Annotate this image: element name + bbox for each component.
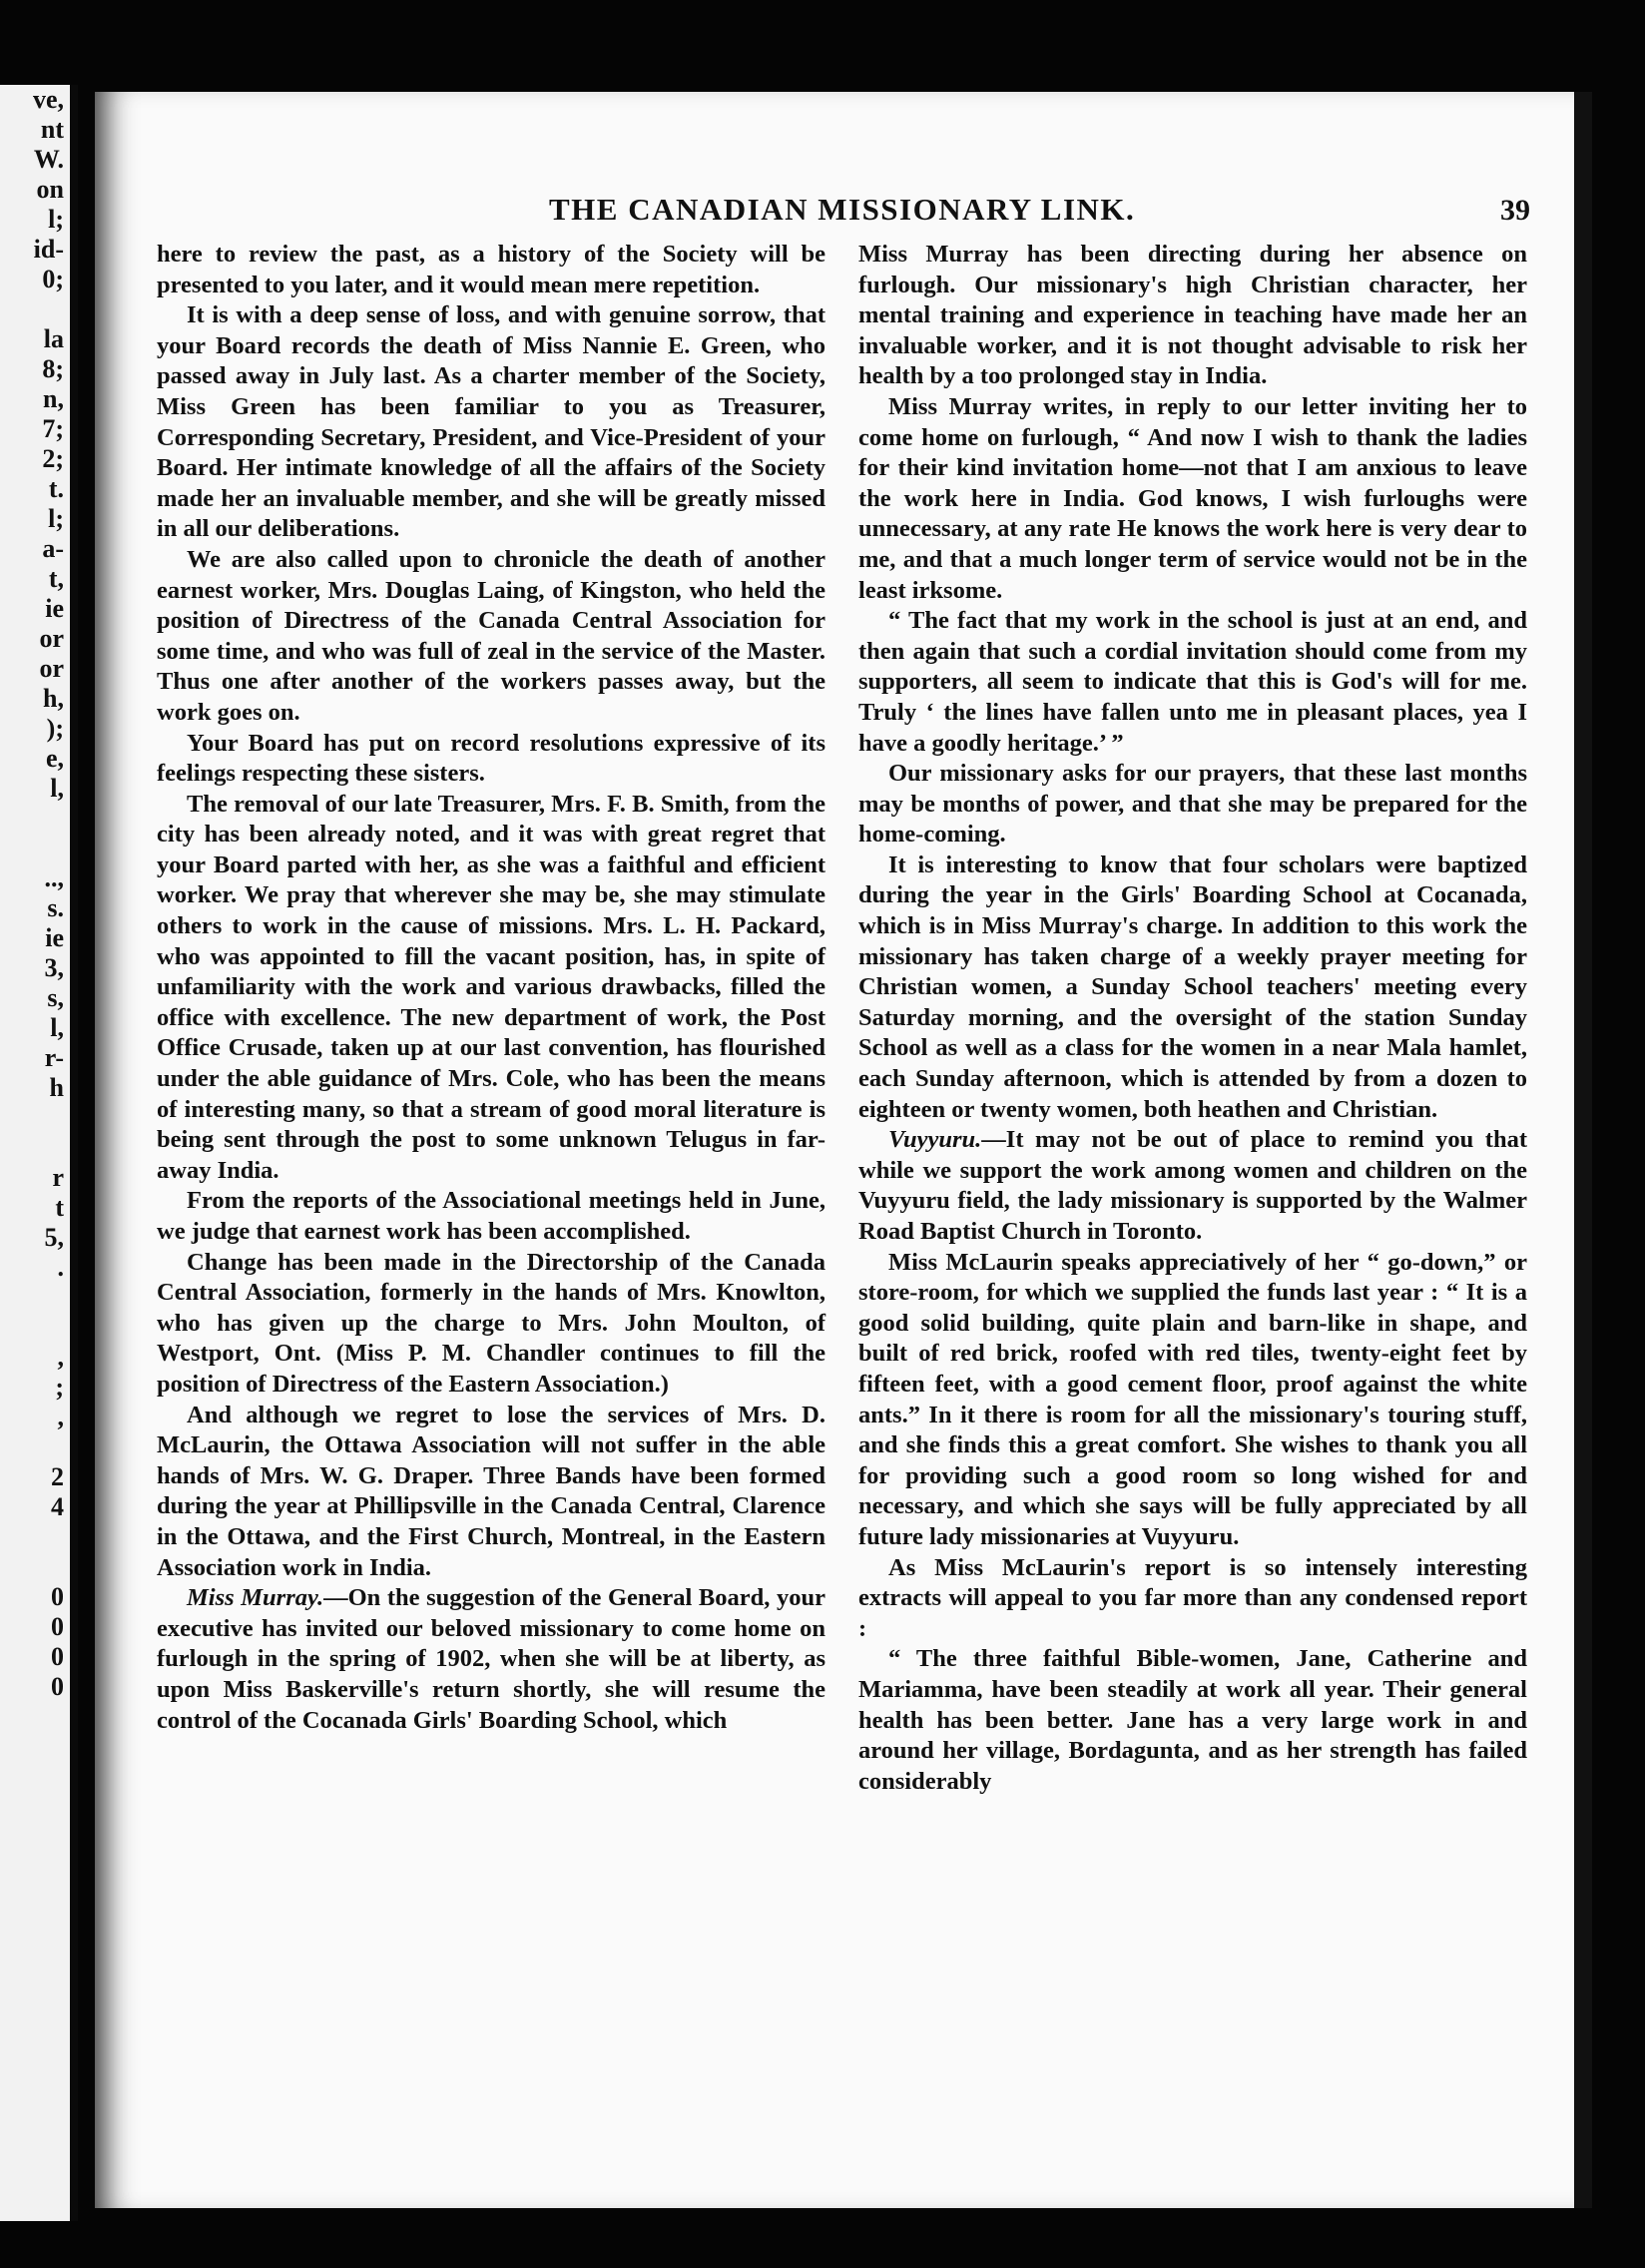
paragraph: From the reports of the Associational meetings held in June, we judge that earnest work has been accomplished. bbox=[157, 1187, 825, 1245]
paragraph: Our missionary asks for our prayers, that these last months may be months of power, and that she may be prepared for the home-coming. bbox=[858, 760, 1527, 849]
facing-page-fragment: on bbox=[36, 175, 64, 204]
paragraph bbox=[858, 1125, 1527, 1247]
paragraph: It is interesting to know that four scholars were baptized during the year in the Girls' Boarding School at Cocanada, which is in Miss Murray's charge. In addition to this work the missionary has taken charge of a weekly prayer meeting for Christian women, a Sunday School teachers' meeting every Saturday morning, and the oversight of the station Sunday School as well as a class for the women in a near Mala hamlet, each Sunday afternoon, which is attended by from a dozen to eighteen or twenty women, both heathen and Christian. bbox=[858, 850, 1527, 1123]
facing-page-fragment: r bbox=[52, 1163, 64, 1192]
facing-page-fragment bbox=[0, 1313, 70, 1343]
facing-page-fragment bbox=[0, 1552, 70, 1582]
facing-page-fragment bbox=[0, 1432, 70, 1462]
facing-page-fragment: t bbox=[55, 1193, 64, 1222]
facing-page-fragment: ie bbox=[45, 594, 64, 623]
facing-page-fragment: s, bbox=[47, 983, 64, 1012]
facing-page-fragment: t, bbox=[48, 564, 64, 593]
section-heading-miss-murray: Miss Murray. bbox=[187, 1584, 324, 1612]
paragraph: The removal of our late Treasurer, Mrs. F. B. Smith, from the city has been already noted, and it was with great regret that your Board parted with her, as she was a faithful and efficient worker. We pray that wherever she may be, she may stimulate others to work in the cause of missions. Mrs. L. H. Packard, who was appointed to fill the vacant position, has, in spite of unfamiliarity with the work and various drawbacks, filled the office with excellence. The new department of work, the Post Office Crusade, taken up at our last convention, has flourished under the able guidance of Mrs. Cole, who has been the means of interesting many, so that a stream of good moral literature is being sent through the post to some unknown Telugus in far-away India. bbox=[157, 790, 825, 1184]
facing-page-fragment: or bbox=[39, 654, 64, 683]
paragraph: We are also called upon to chronicle the death of another earnest worker, Mrs. Douglas Laing, of Kingston, who held the position of Directress of the Canada Central Association for some time, and who was full of zeal in the service of the Master. Thus one after another of the workers passes away, but the work goes on. bbox=[157, 545, 825, 726]
facing-page-fragment: a- bbox=[42, 534, 64, 563]
facing-page-fragment: 4 bbox=[51, 1492, 64, 1521]
facing-page-fragment: ); bbox=[46, 714, 64, 743]
facing-page-fragment bbox=[0, 294, 70, 324]
paragraph bbox=[157, 1583, 825, 1736]
facing-page-fragment bbox=[0, 1522, 70, 1552]
facing-page-fragment: r- bbox=[44, 1043, 64, 1072]
facing-page-fragment bbox=[0, 1283, 70, 1313]
facing-page-fragment: nt bbox=[40, 115, 64, 144]
facing-page-line-fragments bbox=[0, 85, 70, 1702]
page-header bbox=[95, 192, 1574, 236]
facing-page-fragment: or bbox=[39, 624, 64, 653]
facing-page-fragment: .., bbox=[44, 863, 64, 892]
facing-page-edge bbox=[0, 85, 78, 2221]
facing-page-fragment: 0 bbox=[51, 1612, 64, 1641]
facing-page-fragment: 5, bbox=[44, 1223, 64, 1252]
facing-page-fragment: ie bbox=[45, 923, 64, 952]
facing-page-fragment: l; bbox=[48, 205, 64, 234]
facing-page-fragment: s. bbox=[47, 893, 64, 922]
facing-page-fragment: ; bbox=[55, 1373, 64, 1402]
facing-page-fragment: 8; bbox=[42, 354, 64, 383]
facing-page-fragment: 7; bbox=[42, 414, 64, 443]
paragraph: Miss Murray writes, in reply to our letter inviting her to come home on furlough, “ And now I wish to thank the ladies for their kind invitation home—not that I am anxious to leave the work here in India. God knows, I wish furloughs were unnecessary, at any rate He knows the work here is very dear to me, and that a much longer term of service would not be in the least irksome. bbox=[858, 392, 1527, 604]
facing-page-fragment: . bbox=[57, 1253, 64, 1282]
facing-page-fragment: W. bbox=[33, 145, 64, 174]
publication-title: THE CANADIAN MISSIONARY LINK. bbox=[549, 192, 1136, 227]
facing-page-fragment bbox=[0, 804, 70, 834]
document-page bbox=[95, 92, 1574, 2208]
facing-page-fragment: , bbox=[57, 1343, 64, 1372]
facing-page-fragment: 0 bbox=[51, 1642, 64, 1671]
paragraph: “ The fact that my work in the school is just at an end, and then again that such a cordial invitation should come from my supporters, all seem to indicate that this is God's will for me. Truly ‘ the lines have fallen unto me in pleasant places, yea I have a goodly heritage.’ ” bbox=[858, 607, 1527, 757]
paragraph: Miss McLaurin speaks appreciatively of her “ go-down,” or store-room, for which we supplied the funds last year : “ It is a good solid building, quite plain and barn-like in shape, and built of red brick, roofed with red tiles, twenty-eight feet by fifteen feet, with a good cement floor, proof against the white ants.” In it there is room for all the missionary's touring stuff, and she finds this a great comfort. She wishes to thank you all for providing such a good room so long wished for and necessary, and which she says will be fully appreciated by all future lady missionaries at Vuyyuru. bbox=[858, 1248, 1527, 1550]
right-column bbox=[858, 240, 1527, 1797]
facing-page-fragment: 2 bbox=[51, 1462, 64, 1491]
facing-page-fragment: , bbox=[57, 1403, 64, 1431]
paragraph: It is with a deep sense of loss, and with genuine sorrow, that your Board records the death of Miss Nannie E. Green, who passed away in July last. As a charter member of the Society, Miss Green has been familiar to you as Treasurer, Corresponding Secretary, President, and Vice-President of your Board. Her intimate knowledge of all the affairs of the Society made her an invaluable member, and she will be greatly missed in all our deliberations. bbox=[157, 301, 825, 543]
paragraph: Change has been made in the Directorship of the Canada Central Association, formerly in the hands of Mrs. Knowlton, who has given up the charge to Mrs. John Moulton, of Westport, Ont. (Miss P. M. Chandler continues to fill the position of Directress of the Eastern Association.) bbox=[157, 1248, 825, 1398]
facing-page-fragment: t. bbox=[48, 474, 64, 503]
page-number: 39 bbox=[1500, 194, 1530, 227]
paragraph: And although we regret to lose the services of Mrs. D. McLaurin, the Ottawa Association will not suffer in the able hands of Mrs. W. G. Draper. Three Bands have been formed during the year at Phillipsville in the Canada Central, Clarence in the Ottawa, and the First Church, Montreal, in the Eastern Association work in India. bbox=[157, 1401, 825, 1581]
facing-page-fragment: 0 bbox=[51, 1582, 64, 1611]
section-heading-vuyyuru: Vuyyuru. bbox=[888, 1126, 982, 1154]
facing-page-fragment: 3, bbox=[44, 953, 64, 982]
paragraph: As Miss McLaurin's report is so intensely interesting extracts will appeal to you far more than any condensed report : bbox=[858, 1553, 1527, 1642]
facing-page-fragment: l, bbox=[50, 1013, 64, 1042]
facing-page-fragment: la bbox=[43, 324, 64, 353]
paragraph-text: —It may not be out of place to remind you that while we support the work among women and children on the Vuyyuru field, the lady missionary is supported by the Walmer Road Baptist Church in Toronto. bbox=[858, 1126, 1527, 1245]
paragraph: Your Board has put on record resolutions expressive of its feelings respecting these sisters. bbox=[157, 729, 825, 788]
facing-page-fragment: id- bbox=[33, 235, 64, 264]
facing-page-fragment: l, bbox=[50, 774, 64, 803]
paragraph: here to review the past, as a history of the Society will be presented to you later, and it would mean mere repetition. bbox=[157, 241, 825, 298]
facing-page-fragment bbox=[0, 1133, 70, 1163]
facing-page-fragment: 2; bbox=[42, 444, 64, 473]
facing-page-fragment: n, bbox=[43, 384, 64, 413]
facing-page-fragment: ve, bbox=[32, 85, 64, 114]
facing-page-fragment: 0; bbox=[42, 265, 64, 293]
facing-page-fragment: 0 bbox=[51, 1672, 64, 1701]
facing-page-fragment: h, bbox=[43, 684, 64, 713]
facing-page-fragment: h bbox=[49, 1073, 64, 1102]
paragraph: Miss Murray has been directing during her absence on furlough. Our missionary's high Christian character, her mental training and experience in teaching have made her an invaluable worker, and it is not thought advisable to risk her health by a too prolonged stay in India. bbox=[858, 241, 1527, 390]
paragraph-text: —On the suggestion of the General Board, your executive has invited our beloved missionary to come home on furlough in the spring of 1902, when she will be at liberty, as upon Miss Baskerville's return shortly, she will resume the control of the Cocanada Girls' Boarding School, which bbox=[157, 1584, 825, 1734]
facing-page-fragment: l; bbox=[48, 504, 64, 533]
left-column bbox=[157, 240, 825, 1736]
facing-page-fragment: e, bbox=[45, 744, 64, 773]
facing-page-fragment bbox=[0, 834, 70, 863]
paragraph: “ The three faithful Bible-women, Jane, Catherine and Mariamma, have been steadily at work all year. Their general health has been better. Jane has a very large work in and around her village, Bordagunta, and as her strength has failed considerably bbox=[858, 1645, 1527, 1795]
facing-page-fragment bbox=[0, 1103, 70, 1133]
